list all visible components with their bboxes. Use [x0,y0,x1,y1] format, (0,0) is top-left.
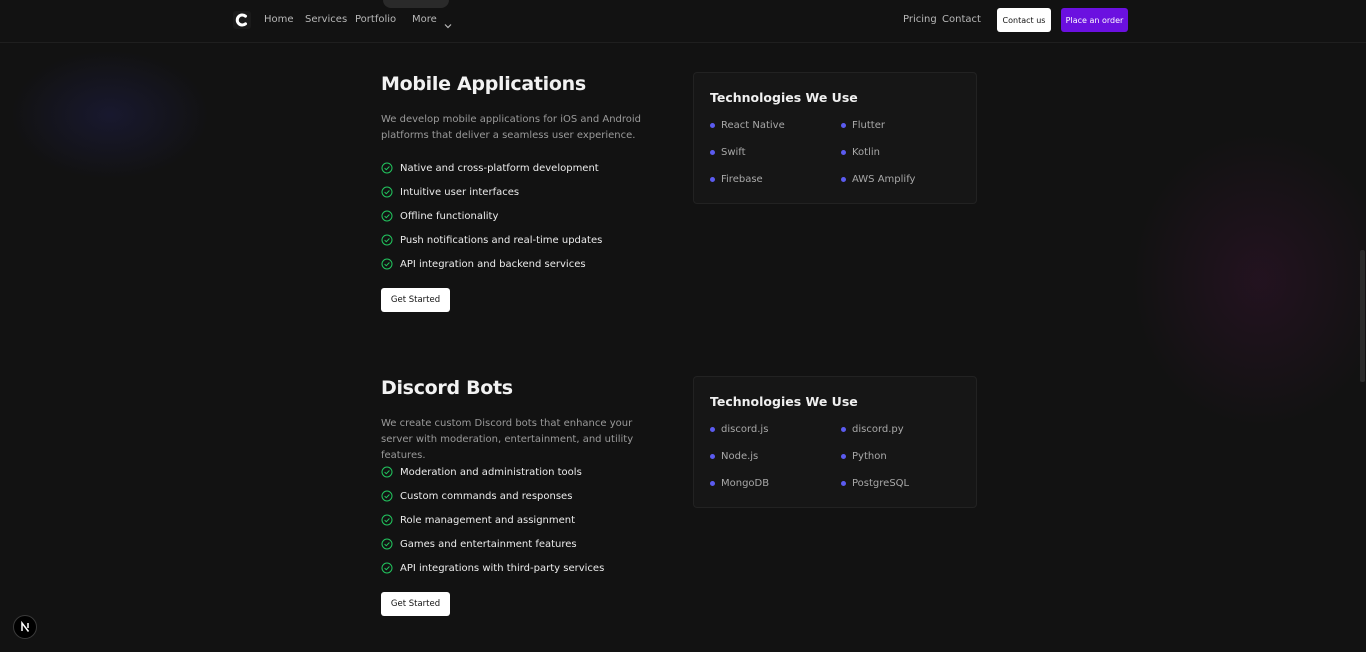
tech-label: Flutter [852,120,885,131]
feature-item [381,465,582,479]
feature-label: Native and cross-platform development [400,162,599,174]
tech-label: React Native [721,120,785,131]
feature-label: Custom commands and responses [400,490,573,502]
check-circle-icon [381,234,393,246]
background-glow-left [10,50,210,180]
tech-item [841,451,887,462]
tech-item [710,478,769,489]
bullet-dot-icon [841,123,846,128]
feature-label: Moderation and administration tools [400,466,582,478]
tech-item [710,120,785,131]
feature-label: API integrations with third-party services [400,562,605,574]
check-circle-icon [381,514,393,526]
bullet-dot-icon [841,454,846,459]
bullet-dot-icon [841,481,846,486]
tech-label: AWS Amplify [852,174,916,185]
tech-item [841,147,880,158]
tech-item [841,478,909,489]
nav-more[interactable]: More [412,14,437,25]
feature-item [381,209,498,223]
feature-item [381,489,572,503]
feature-label: Push notifications and real-time updates [400,234,603,246]
tech-label: Firebase [721,174,763,185]
feature-item [381,233,602,247]
tech-label: discord.js [721,424,769,435]
tech-item [710,424,768,435]
nav-pricing[interactable]: Pricing [903,14,937,25]
nav-services[interactable]: Services [305,14,348,25]
tech-item [710,147,746,158]
scrollbar-thumb[interactable] [1360,250,1365,382]
feature-item [381,161,599,175]
check-circle-icon [381,466,393,478]
check-circle-icon [381,210,393,222]
logo-icon[interactable] [233,11,251,29]
bullet-dot-icon [710,427,715,432]
section-description: We create custom Discord bots that enhance your server with moderation, entertainment, and utility features. [381,418,634,461]
background-glow-right [1130,130,1366,430]
nextjs-dev-indicator-icon[interactable] [13,615,37,639]
check-circle-icon [381,162,393,174]
feature-item [381,537,577,551]
tech-label: Swift [721,147,746,158]
tech-label: discord.py [852,424,904,435]
feature-item [381,257,586,271]
check-circle-icon [381,562,393,574]
feature-label: Role management and assignment [400,514,576,526]
feature-item [381,185,519,199]
nav-active-indicator [383,0,449,8]
tech-item [710,174,763,185]
section-description: We develop mobile applications for iOS and Android platforms that deliver a seamless user experience. [381,114,642,141]
technologies-card [693,376,977,508]
tech-label: PostgreSQL [852,478,910,489]
nav-contact[interactable]: Contact [942,14,981,25]
top-navbar [0,0,1366,43]
bullet-dot-icon [710,150,715,155]
tech-label: MongoDB [721,478,770,489]
tech-item [710,451,758,462]
bullet-dot-icon [710,123,715,128]
get-started-button[interactable]: Get Started [381,592,450,616]
tech-label: Node.js [721,451,759,462]
bullet-dot-icon [841,177,846,182]
check-circle-icon [381,258,393,270]
bullet-dot-icon [841,427,846,432]
bullet-dot-icon [841,150,846,155]
tech-card-title: Technologies We Use [710,90,858,105]
bullet-dot-icon [710,481,715,486]
bullet-dot-icon [710,177,715,182]
tech-item [841,120,885,131]
nav-home[interactable]: Home [264,14,294,25]
technologies-card [693,72,977,204]
check-circle-icon [381,186,393,198]
feature-item [381,513,575,527]
feature-item [381,561,604,575]
section-title-discord-bots: Discord Bots [381,377,513,399]
bullet-dot-icon [710,454,715,459]
feature-label: API integration and backend services [400,258,586,270]
feature-label: Offline functionality [400,210,499,222]
tech-item [841,424,904,435]
tech-label: Python [852,451,887,462]
check-circle-icon [381,538,393,550]
place-order-button[interactable]: Place an order [1061,8,1128,32]
feature-label: Intuitive user interfaces [400,186,520,198]
tech-card-title: Technologies We Use [710,394,858,409]
contact-us-button[interactable]: Contact us [997,8,1051,32]
tech-item [841,174,915,185]
check-circle-icon [381,490,393,502]
feature-label: Games and entertainment features [400,538,577,550]
get-started-button[interactable]: Get Started [381,288,450,312]
nav-portfolio[interactable]: Portfolio [355,14,397,25]
chevron-down-icon[interactable] [444,15,452,34]
tech-label: Kotlin [852,147,880,158]
section-title-mobile-applications: Mobile Applications [381,73,586,95]
